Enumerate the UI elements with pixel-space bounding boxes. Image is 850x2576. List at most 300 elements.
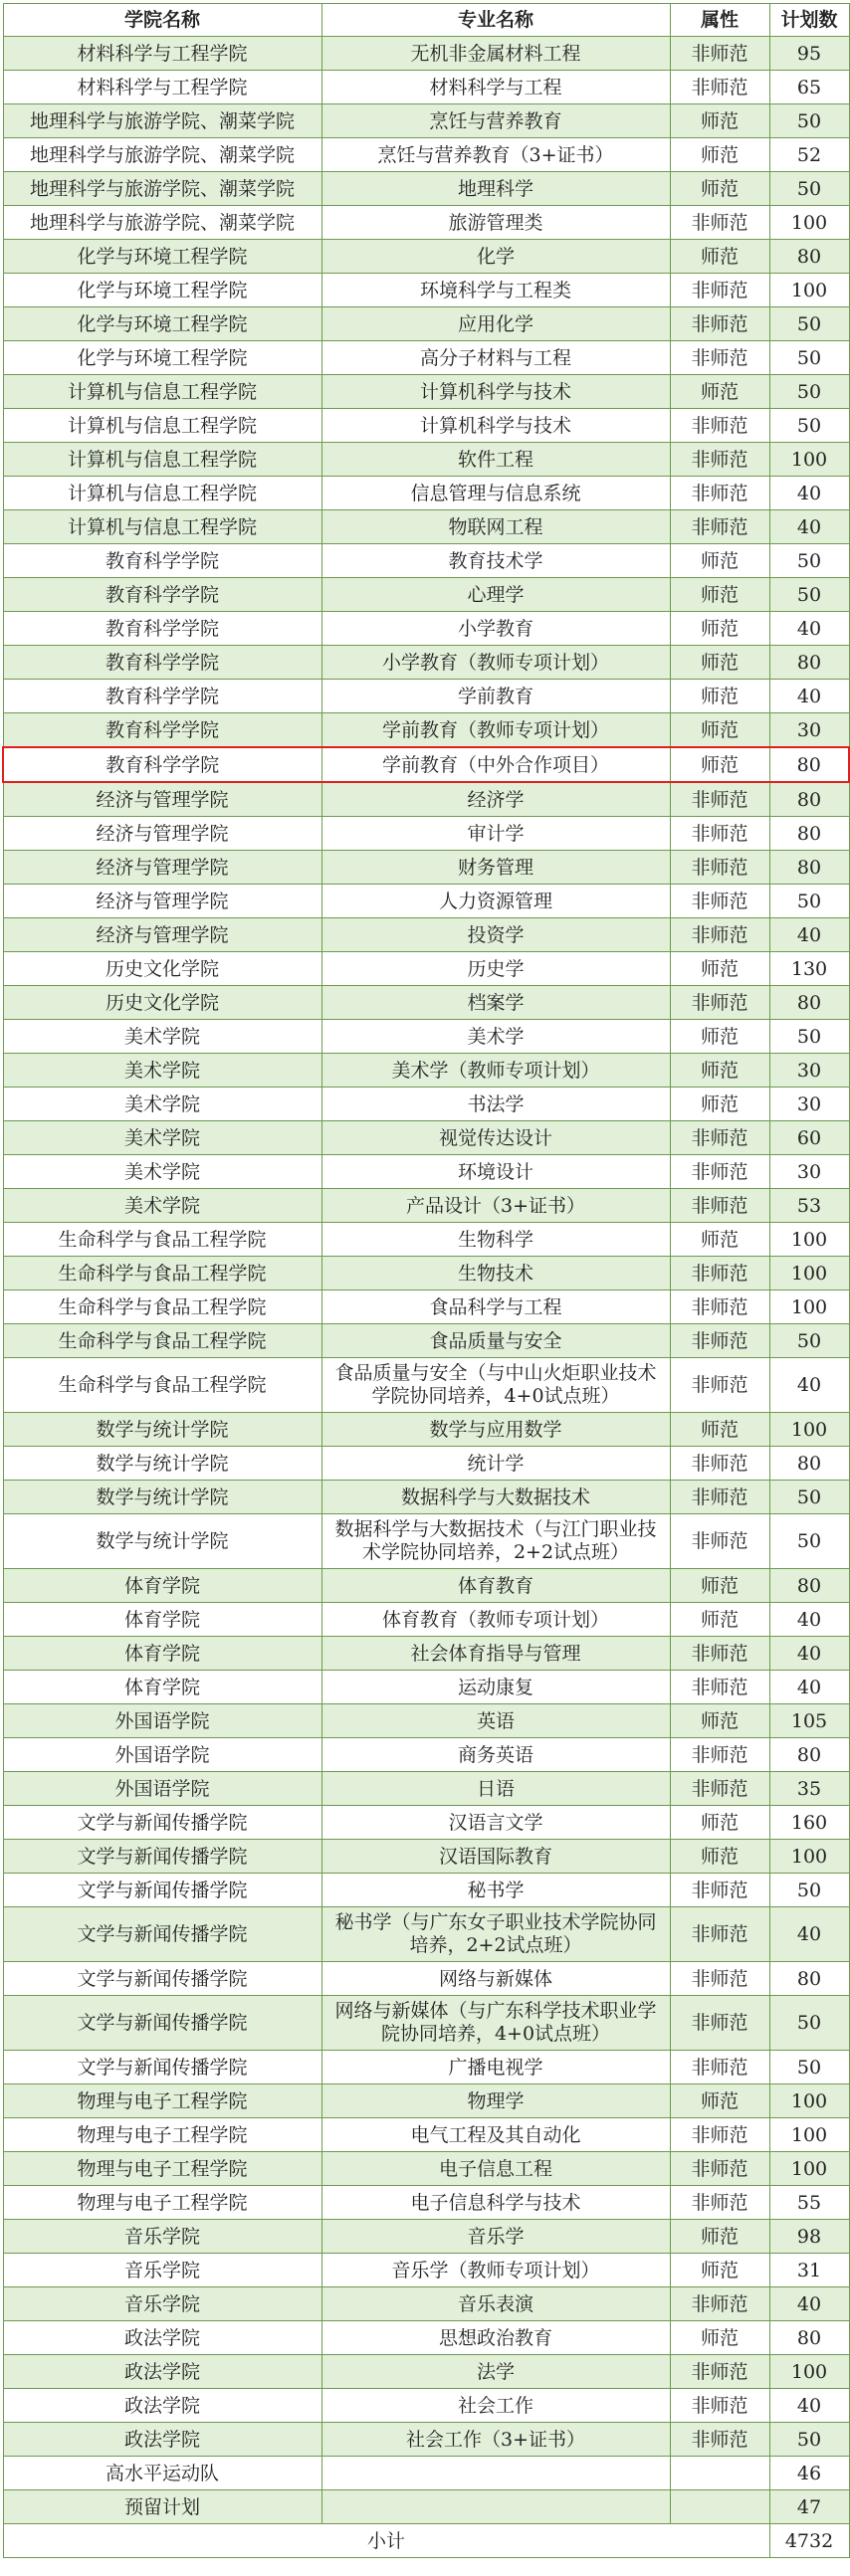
- college-cell: 教育科学学院: [3, 646, 321, 680]
- plan-count-cell: 40: [769, 510, 849, 544]
- table-row: [3, 2321, 849, 2355]
- type-cell: 非师范: [670, 1447, 769, 1481]
- table-row: [3, 37, 849, 71]
- college-cell: 经济与管理学院: [3, 817, 321, 851]
- table-row: [3, 851, 849, 885]
- major-cell: 网络与新媒体: [321, 1962, 670, 1996]
- major-cell: 数学与应用数学: [321, 1413, 670, 1447]
- table-row: [3, 375, 849, 409]
- college-cell: 计算机与信息工程学院: [3, 375, 321, 409]
- major-cell: 美术学: [321, 1020, 670, 1054]
- type-cell: 非师范: [670, 986, 769, 1020]
- table-row: [3, 1324, 849, 1358]
- college-cell: 外国语学院: [3, 1704, 321, 1738]
- major-cell: 数据科学与大数据技术: [321, 1481, 670, 1514]
- table-row: [3, 1806, 849, 1840]
- major-cell: 生物技术: [321, 1257, 670, 1290]
- college-cell: 美术学院: [3, 1121, 321, 1155]
- college-cell: 历史文化学院: [3, 952, 321, 986]
- college-cell: 计算机与信息工程学院: [3, 443, 321, 477]
- type-cell: 非师范: [670, 1121, 769, 1155]
- type-cell: 师范: [670, 1806, 769, 1840]
- plan-count-cell: 100: [769, 1257, 849, 1290]
- plan-count-cell: 50: [769, 544, 849, 578]
- major-cell: 学前教育: [321, 680, 670, 713]
- type-cell: 非师范: [670, 510, 769, 544]
- table-row: [3, 206, 849, 240]
- major-cell: 视觉传达设计: [321, 1121, 670, 1155]
- major-cell: 产品设计（3+证书）: [321, 1189, 670, 1223]
- major-cell: 网络与新媒体（与广东科学技术职业学院协同培养，4+0试点班）: [321, 1996, 670, 2051]
- table-row: [3, 409, 849, 443]
- enrollment-plan-table: [2, 3, 850, 2558]
- college-cell: 教育科学学院: [3, 713, 321, 748]
- table-row: [3, 578, 849, 612]
- type-cell: 非师范: [670, 274, 769, 307]
- plan-count-cell: 80: [769, 986, 849, 1020]
- major-cell: 教育技术学: [321, 544, 670, 578]
- table-row: [3, 747, 849, 782]
- enrollment-plan-table-container: [2, 3, 848, 2558]
- plan-count-cell: 40: [769, 2287, 849, 2321]
- table-row: [3, 2084, 849, 2118]
- table-row: [3, 1704, 849, 1738]
- table-row: [3, 544, 849, 578]
- college-cell: 数学与统计学院: [3, 1447, 321, 1481]
- college-cell: 物理与电子工程学院: [3, 2118, 321, 2152]
- table-row: [3, 2457, 849, 2490]
- college-cell: 美术学院: [3, 1020, 321, 1054]
- plan-count-cell: 80: [769, 817, 849, 851]
- type-cell: 师范: [670, 747, 769, 782]
- major-cell: 食品质量与安全: [321, 1324, 670, 1358]
- table-row: [3, 1569, 849, 1603]
- table-row: [3, 1603, 849, 1637]
- major-cell: 电子信息科学与技术: [321, 2186, 670, 2220]
- table-row: [3, 307, 849, 341]
- table-row: [3, 1189, 849, 1223]
- plan-count-cell: 100: [769, 2152, 849, 2186]
- major-cell: 计算机科学与技术: [321, 375, 670, 409]
- college-cell: 文学与新闻传播学院: [3, 2051, 321, 2084]
- major-cell: 财务管理: [321, 851, 670, 885]
- college-cell: 物理与电子工程学院: [3, 2084, 321, 2118]
- college-cell: 政法学院: [3, 2321, 321, 2355]
- college-cell: 材料科学与工程学院: [3, 37, 321, 71]
- table-row: [3, 2389, 849, 2423]
- type-cell: 师范: [670, 2084, 769, 2118]
- table-row: [3, 1413, 849, 1447]
- type-cell: 非师范: [670, 1738, 769, 1772]
- college-cell: 化学与环境工程学院: [3, 240, 321, 274]
- table-row: [3, 1996, 849, 2051]
- plan-count-cell: 100: [769, 206, 849, 240]
- college-cell: 化学与环境工程学院: [3, 341, 321, 375]
- table-row: [3, 713, 849, 748]
- type-cell: 师范: [670, 1603, 769, 1637]
- plan-count-cell: 80: [769, 1738, 849, 1772]
- plan-count-cell: 53: [769, 1189, 849, 1223]
- college-cell: 生命科学与食品工程学院: [3, 1257, 321, 1290]
- major-cell: 学前教育（教师专项计划）: [321, 713, 670, 748]
- college-cell: 教育科学学院: [3, 747, 321, 782]
- college-cell: 文学与新闻传播学院: [3, 1962, 321, 1996]
- type-cell: 师范: [670, 240, 769, 274]
- major-cell: 无机非金属材料工程: [321, 37, 670, 71]
- plan-count-cell: 50: [769, 307, 849, 341]
- major-cell: 音乐学: [321, 2220, 670, 2254]
- type-cell: 非师范: [670, 1996, 769, 2051]
- plan-count-cell: 40: [769, 680, 849, 713]
- plan-count-cell: 80: [769, 240, 849, 274]
- college-cell: 教育科学学院: [3, 680, 321, 713]
- table-row: [3, 341, 849, 375]
- plan-count-cell: 35: [769, 1772, 849, 1806]
- plan-count-cell: 65: [769, 71, 849, 104]
- plan-count-cell: 80: [769, 851, 849, 885]
- plan-count-cell: 50: [769, 885, 849, 918]
- college-cell: 经济与管理学院: [3, 885, 321, 918]
- college-cell: 外国语学院: [3, 1772, 321, 1806]
- type-cell: 非师范: [670, 1290, 769, 1324]
- college-cell: 数学与统计学院: [3, 1481, 321, 1514]
- type-cell: 师范: [670, 1840, 769, 1874]
- college-cell: 美术学院: [3, 1189, 321, 1223]
- plan-count-cell: 40: [769, 1907, 849, 1962]
- plan-count-cell: 100: [769, 2084, 849, 2118]
- table-row: [3, 2287, 849, 2321]
- college-cell: 计算机与信息工程学院: [3, 510, 321, 544]
- table-row: [3, 2423, 849, 2457]
- college-cell: 美术学院: [3, 1088, 321, 1121]
- table-row: [3, 612, 849, 646]
- plan-count-cell: 50: [769, 1874, 849, 1907]
- type-cell: 师范: [670, 2321, 769, 2355]
- college-cell: 音乐学院: [3, 2254, 321, 2287]
- table-row: [3, 1054, 849, 1088]
- type-cell: 非师范: [670, 2287, 769, 2321]
- major-cell: 体育教育（教师专项计划）: [321, 1603, 670, 1637]
- type-cell: 非师范: [670, 71, 769, 104]
- table-row: [3, 782, 849, 817]
- major-cell: 小学教育: [321, 612, 670, 646]
- major-cell: 思想政治教育: [321, 2321, 670, 2355]
- college-cell: 生命科学与食品工程学院: [3, 1290, 321, 1324]
- type-cell: 师范: [670, 1223, 769, 1257]
- plan-count-cell: 95: [769, 37, 849, 71]
- total-row: [3, 2524, 849, 2558]
- college-cell: 文学与新闻传播学院: [3, 1907, 321, 1962]
- type-cell: 非师范: [670, 1189, 769, 1223]
- major-cell: 数据科学与大数据技术（与江门职业技术学院协同培养，2+2试点班）: [321, 1514, 670, 1569]
- type-cell: 非师范: [670, 1155, 769, 1189]
- table-row: [3, 1874, 849, 1907]
- plan-count-cell: 50: [769, 1996, 849, 2051]
- table-row: [3, 138, 849, 172]
- table-row: [3, 1447, 849, 1481]
- table-row: [3, 1088, 849, 1121]
- major-cell: [321, 2457, 670, 2490]
- plan-count-cell: 46: [769, 2457, 849, 2490]
- table-row: [3, 986, 849, 1020]
- major-cell: 心理学: [321, 578, 670, 612]
- type-cell: 非师范: [670, 1962, 769, 1996]
- college-cell: 政法学院: [3, 2355, 321, 2389]
- table-row: [3, 2152, 849, 2186]
- major-cell: 学前教育（中外合作项目）: [321, 747, 670, 782]
- plan-count-cell: 30: [769, 1054, 849, 1088]
- plan-count-cell: 80: [769, 1569, 849, 1603]
- major-cell: 音乐学（教师专项计划）: [321, 2254, 670, 2287]
- type-cell: 非师范: [670, 817, 769, 851]
- college-cell: 物理与电子工程学院: [3, 2186, 321, 2220]
- college-cell: 计算机与信息工程学院: [3, 409, 321, 443]
- type-cell: 非师范: [670, 1324, 769, 1358]
- type-cell: 师范: [670, 1569, 769, 1603]
- plan-count-cell: 50: [769, 578, 849, 612]
- college-cell: 文学与新闻传播学院: [3, 1874, 321, 1907]
- plan-count-cell: 50: [769, 1020, 849, 1054]
- type-cell: 非师范: [670, 1514, 769, 1569]
- college-cell: 高水平运动队: [3, 2457, 321, 2490]
- major-cell: 经济学: [321, 782, 670, 817]
- type-cell: 师范: [670, 1704, 769, 1738]
- college-cell: 材料科学与工程学院: [3, 71, 321, 104]
- plan-count-cell: 98: [769, 2220, 849, 2254]
- plan-count-cell: 30: [769, 713, 849, 748]
- college-cell: 数学与统计学院: [3, 1413, 321, 1447]
- major-cell: 食品质量与安全（与中山火炬职业技术学院协同培养，4+0试点班）: [321, 1358, 670, 1413]
- type-cell: 师范: [670, 713, 769, 748]
- major-cell: 生物科学: [321, 1223, 670, 1257]
- major-cell: 物理学: [321, 2084, 670, 2118]
- header-plan-count: 计划数: [769, 4, 849, 37]
- college-cell: 音乐学院: [3, 2287, 321, 2321]
- type-cell: 非师范: [670, 341, 769, 375]
- plan-count-cell: 50: [769, 1324, 849, 1358]
- plan-count-cell: 40: [769, 1358, 849, 1413]
- college-cell: 美术学院: [3, 1054, 321, 1088]
- college-cell: 教育科学学院: [3, 612, 321, 646]
- table-body: [3, 37, 849, 2558]
- major-cell: 环境科学与工程类: [321, 274, 670, 307]
- table-header-row: [3, 4, 849, 37]
- plan-count-cell: 100: [769, 1840, 849, 1874]
- major-cell: 商务英语: [321, 1738, 670, 1772]
- type-cell: 非师范: [670, 782, 769, 817]
- college-cell: 生命科学与食品工程学院: [3, 1324, 321, 1358]
- type-cell: 非师范: [670, 409, 769, 443]
- total-label: 小计: [3, 2524, 769, 2558]
- table-row: [3, 1637, 849, 1671]
- type-cell: 师范: [670, 1020, 769, 1054]
- plan-count-cell: 100: [769, 443, 849, 477]
- major-cell: 信息管理与信息系统: [321, 477, 670, 510]
- type-cell: 非师范: [670, 37, 769, 71]
- type-cell: 师范: [670, 1088, 769, 1121]
- type-cell: 师范: [670, 680, 769, 713]
- college-cell: 美术学院: [3, 1155, 321, 1189]
- college-cell: 地理科学与旅游学院、潮菜学院: [3, 138, 321, 172]
- table-row: [3, 2254, 849, 2287]
- plan-count-cell: 50: [769, 1481, 849, 1514]
- table-row: [3, 1514, 849, 1569]
- table-row: [3, 680, 849, 713]
- major-cell: 运动康复: [321, 1671, 670, 1704]
- table-row: [3, 2051, 849, 2084]
- major-cell: 烹饪与营养教育: [321, 104, 670, 138]
- plan-count-cell: 40: [769, 918, 849, 952]
- type-cell: 师范: [670, 1413, 769, 1447]
- major-cell: 书法学: [321, 1088, 670, 1121]
- type-cell: 师范: [670, 578, 769, 612]
- college-cell: 政法学院: [3, 2389, 321, 2423]
- table-row: [3, 646, 849, 680]
- major-cell: 地理科学: [321, 172, 670, 206]
- table-row: [3, 443, 849, 477]
- major-cell: 旅游管理类: [321, 206, 670, 240]
- college-cell: 历史文化学院: [3, 986, 321, 1020]
- college-cell: 经济与管理学院: [3, 918, 321, 952]
- type-cell: 师范: [670, 2220, 769, 2254]
- plan-count-cell: 80: [769, 2321, 849, 2355]
- college-cell: 物理与电子工程学院: [3, 2152, 321, 2186]
- table-row: [3, 885, 849, 918]
- college-cell: 政法学院: [3, 2423, 321, 2457]
- college-cell: 音乐学院: [3, 2220, 321, 2254]
- major-cell: 环境设计: [321, 1155, 670, 1189]
- type-cell: 非师范: [670, 2355, 769, 2389]
- major-cell: 化学: [321, 240, 670, 274]
- type-cell: 非师范: [670, 443, 769, 477]
- table-row: [3, 1020, 849, 1054]
- type-cell: 非师范: [670, 1671, 769, 1704]
- header-major: 专业名称: [321, 4, 670, 37]
- major-cell: 人力资源管理: [321, 885, 670, 918]
- type-cell: 师范: [670, 646, 769, 680]
- type-cell: 师范: [670, 544, 769, 578]
- table-row: [3, 2490, 849, 2524]
- major-cell: 食品科学与工程: [321, 1290, 670, 1324]
- table-row: [3, 71, 849, 104]
- plan-count-cell: 50: [769, 1514, 849, 1569]
- type-cell: 非师范: [670, 1481, 769, 1514]
- plan-count-cell: 47: [769, 2490, 849, 2524]
- plan-count-cell: 100: [769, 1413, 849, 1447]
- table-row: [3, 1671, 849, 1704]
- type-cell: 师范: [670, 1054, 769, 1088]
- type-cell: 师范: [670, 375, 769, 409]
- plan-count-cell: 30: [769, 1155, 849, 1189]
- major-cell: 秘书学: [321, 1874, 670, 1907]
- type-cell: 非师范: [670, 2186, 769, 2220]
- type-cell: 非师范: [670, 1358, 769, 1413]
- plan-count-cell: 50: [769, 409, 849, 443]
- type-cell: 非师范: [670, 885, 769, 918]
- plan-count-cell: 80: [769, 747, 849, 782]
- table-row: [3, 510, 849, 544]
- college-cell: 计算机与信息工程学院: [3, 477, 321, 510]
- major-cell: 审计学: [321, 817, 670, 851]
- table-row: [3, 477, 849, 510]
- plan-count-cell: 100: [769, 274, 849, 307]
- major-cell: 汉语言文学: [321, 1806, 670, 1840]
- table-row: [3, 1290, 849, 1324]
- major-cell: 社会工作: [321, 2389, 670, 2423]
- college-cell: 经济与管理学院: [3, 851, 321, 885]
- college-cell: 地理科学与旅游学院、潮菜学院: [3, 206, 321, 240]
- plan-count-cell: 52: [769, 138, 849, 172]
- major-cell: 英语: [321, 1704, 670, 1738]
- total-value: 4732: [769, 2524, 849, 2558]
- major-cell: 烹饪与营养教育（3+证书）: [321, 138, 670, 172]
- plan-count-cell: 30: [769, 1088, 849, 1121]
- college-cell: 文学与新闻传播学院: [3, 1996, 321, 2051]
- type-cell: 师范: [670, 104, 769, 138]
- table-row: [3, 952, 849, 986]
- header-college: 学院名称: [3, 4, 321, 37]
- college-cell: 教育科学学院: [3, 544, 321, 578]
- major-cell: 材料科学与工程: [321, 71, 670, 104]
- type-cell: 非师范: [670, 1257, 769, 1290]
- college-cell: 体育学院: [3, 1569, 321, 1603]
- major-cell: 高分子材料与工程: [321, 341, 670, 375]
- major-cell: 社会体育指导与管理: [321, 1637, 670, 1671]
- header-type: 属性: [670, 4, 769, 37]
- table-row: [3, 1481, 849, 1514]
- major-cell: 电子信息工程: [321, 2152, 670, 2186]
- table-row: [3, 1962, 849, 1996]
- major-cell: 档案学: [321, 986, 670, 1020]
- table-row: [3, 1907, 849, 1962]
- type-cell: 非师范: [670, 2389, 769, 2423]
- type-cell: [670, 2457, 769, 2490]
- type-cell: 师范: [670, 2254, 769, 2287]
- major-cell: 计算机科学与技术: [321, 409, 670, 443]
- table-row: [3, 1155, 849, 1189]
- type-cell: 非师范: [670, 206, 769, 240]
- plan-count-cell: 130: [769, 952, 849, 986]
- type-cell: 非师范: [670, 307, 769, 341]
- type-cell: 非师范: [670, 2152, 769, 2186]
- table-row: [3, 1738, 849, 1772]
- plan-count-cell: 80: [769, 1447, 849, 1481]
- plan-count-cell: 40: [769, 612, 849, 646]
- type-cell: 师范: [670, 952, 769, 986]
- plan-count-cell: 31: [769, 2254, 849, 2287]
- type-cell: 师范: [670, 612, 769, 646]
- major-cell: 历史学: [321, 952, 670, 986]
- type-cell: 非师范: [670, 1772, 769, 1806]
- college-cell: 地理科学与旅游学院、潮菜学院: [3, 172, 321, 206]
- major-cell: 社会工作（3+证书）: [321, 2423, 670, 2457]
- college-cell: 外国语学院: [3, 1738, 321, 1772]
- table-row: [3, 1772, 849, 1806]
- table-row: [3, 104, 849, 138]
- college-cell: 文学与新闻传播学院: [3, 1840, 321, 1874]
- major-cell: 体育教育: [321, 1569, 670, 1603]
- major-cell: 电气工程及其自动化: [321, 2118, 670, 2152]
- college-cell: 体育学院: [3, 1671, 321, 1704]
- plan-count-cell: 50: [769, 2051, 849, 2084]
- table-row: [3, 817, 849, 851]
- table-row: [3, 1223, 849, 1257]
- plan-count-cell: 55: [769, 2186, 849, 2220]
- major-cell: 汉语国际教育: [321, 1840, 670, 1874]
- type-cell: 非师范: [670, 2051, 769, 2084]
- college-cell: 生命科学与食品工程学院: [3, 1358, 321, 1413]
- plan-count-cell: 40: [769, 477, 849, 510]
